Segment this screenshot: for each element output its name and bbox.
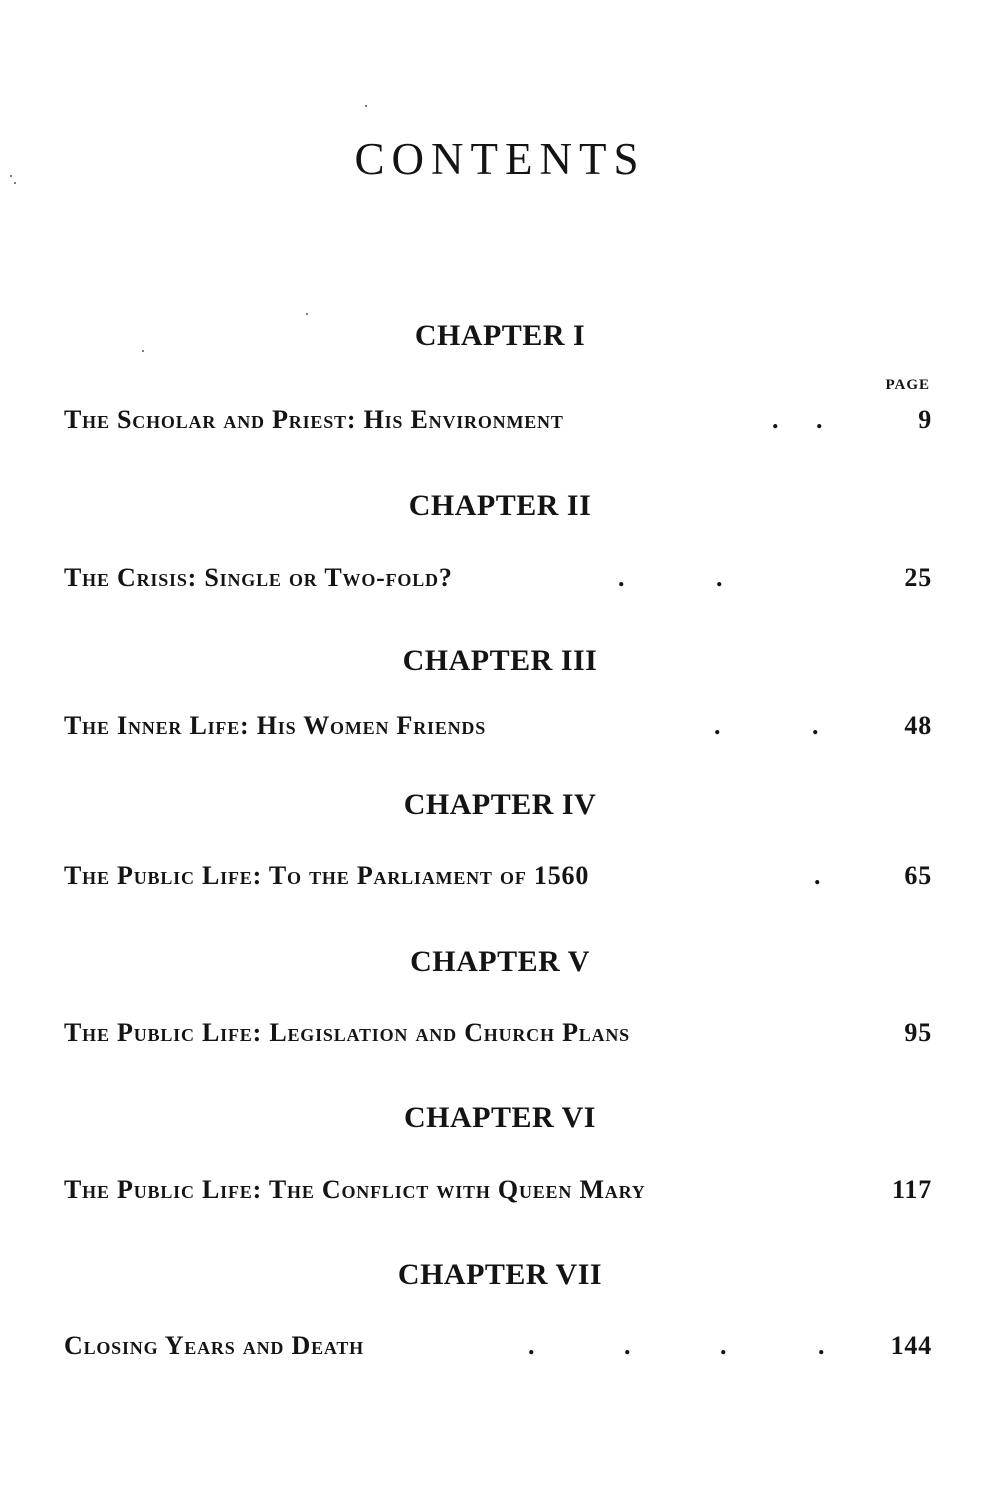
page-column-label: PAGE bbox=[885, 377, 930, 393]
entry-title: The Public Life: The Conflict with Queen Mary bbox=[64, 1175, 646, 1204]
toc-entry[interactable]: The Inner Life: His Women Friends . . 48 bbox=[64, 708, 932, 744]
contents-heading: CONTENTS bbox=[354, 134, 646, 184]
entry-page-number: 25 bbox=[904, 563, 932, 592]
entry-title: The Inner Life: His Women Friends bbox=[64, 711, 487, 740]
chapter-label: CHAPTER II bbox=[408, 489, 592, 522]
chapter-label: CHAPTER IV bbox=[403, 788, 597, 821]
scan-speck bbox=[142, 350, 144, 352]
entry-title: The Scholar and Priest: His Environment bbox=[64, 405, 564, 434]
entry-page-number: 95 bbox=[904, 1018, 932, 1047]
entry-title: The Crisis: Single or Two-fold? bbox=[64, 563, 453, 592]
entry-page-number: 9 bbox=[918, 405, 932, 434]
scan-speck bbox=[365, 105, 367, 107]
toc-entry[interactable] bbox=[64, 1015, 932, 1051]
entry-title: Closing Years and Death bbox=[64, 1331, 364, 1360]
scan-speck bbox=[14, 182, 16, 184]
entry-page-number: 144 bbox=[890, 1331, 932, 1360]
scan-speck bbox=[10, 175, 12, 177]
chapter-label: CHAPTER I bbox=[414, 319, 586, 352]
entry-page-number: 117 bbox=[892, 1175, 932, 1204]
entry-title: The Public Life: To the Parliament of 1560 bbox=[64, 861, 590, 890]
chapter-label: CHAPTER VII bbox=[397, 1258, 603, 1291]
chapter-label: CHAPTER V bbox=[410, 945, 590, 978]
scan-speck bbox=[306, 313, 308, 315]
chapter-label: CHAPTER VI bbox=[404, 1101, 596, 1134]
entry-title: The Public Life: Legislation and Church Plans bbox=[64, 1018, 630, 1047]
toc-entry[interactable]: The Scholar and Priest: His Environment . . 9 bbox=[64, 402, 932, 438]
toc-entry[interactable]: The Crisis: Single or Two-fold? . . 25 bbox=[64, 560, 932, 596]
chapter-label: CHAPTER III bbox=[402, 644, 598, 677]
toc-entry[interactable] bbox=[64, 1172, 932, 1208]
entry-page-number: 65 bbox=[904, 861, 932, 890]
toc-entry[interactable]: The Public Life: To the Parliament of 1560 . 65 bbox=[64, 858, 932, 894]
toc-entry[interactable]: Closing Years and Death . . . . 144 bbox=[64, 1328, 932, 1364]
entry-page-number: 48 bbox=[904, 711, 932, 740]
